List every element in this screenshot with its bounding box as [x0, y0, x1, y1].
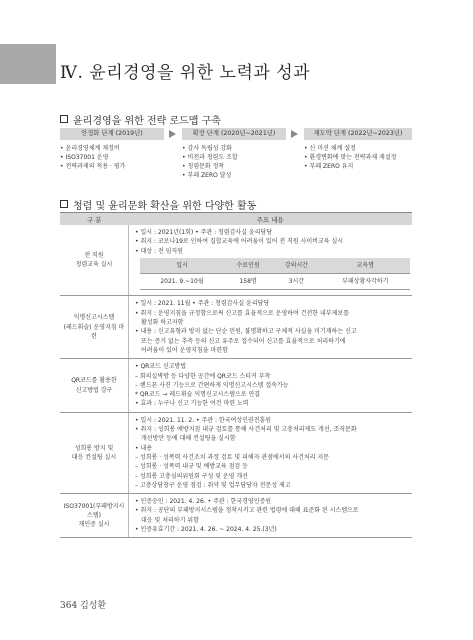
column-header: 주요 내용: [129, 213, 413, 226]
row-label-line: ISO37001(부패방지시스템): [63, 502, 125, 520]
row-label-line: (레드휘슬) 운영지침 마련: [63, 323, 125, 341]
content-line: – 성희롱 · 성폭력 사건조치 과정 검토 및 피해자 관점에서의 사건처리 지문: [135, 453, 329, 461]
roadmap-item: • ISO37001 운영: [60, 153, 164, 162]
subtable-header-cell: 수료인원: [224, 258, 272, 274]
subtable-row: [140, 274, 410, 290]
content-line: • 취지 : 운영지침을 규정함으로써 신고를 효율적으로 운영하여 건전한 내부제보를: [135, 309, 349, 317]
table-row: [60, 359, 412, 412]
subtable-cell: 158명: [224, 274, 272, 290]
content-line: • QR코드 신고방법: [135, 363, 187, 371]
content-line: – 성희롱 · 성폭력 내규 및 예방교육 점검 등: [135, 463, 248, 471]
roadmap-item: • 부패 ZERO 유지: [304, 162, 412, 171]
row-content: [129, 296, 413, 359]
roadmap-item: • 신 미션 체계 설정: [304, 144, 412, 153]
chapter-title: Ⅳ. 윤리경영을 위한 노력과 성과: [60, 63, 311, 83]
roadmap-stage-header: 안정화 단계 (2019년): [60, 128, 164, 140]
subtable-header-row: [140, 258, 410, 274]
section-title-roadmap: [60, 112, 221, 127]
roadmap-item: • 전략과제의 적용 · 평가: [60, 162, 164, 171]
row-label: [60, 359, 129, 412]
subtable-cell: 부패상황자각하기: [321, 274, 410, 290]
page-footer: 364 김성환: [60, 601, 107, 611]
content-line: * QR코드 → 레드휘슬 익명신고시스템으로 연결: [135, 391, 260, 399]
content-line: • 효과 : 누구나 신고 기능한 여건 마련 노력: [135, 400, 249, 408]
activities-table: [60, 212, 412, 538]
table-header-row: [60, 213, 412, 226]
square-bullet-icon: [60, 200, 68, 208]
content-line: • 대상 : 전 임직원: [135, 247, 183, 255]
roadmap-stage-header: 확장 단계 (2020년~2021년): [182, 128, 286, 140]
roadmap-item: • 부패 ZERO 달성: [182, 171, 286, 180]
roadmap-item: • 감사 독립성 강화: [182, 144, 286, 153]
training-summary-table: [140, 258, 410, 291]
roadmap-stage: [60, 128, 164, 171]
content-line: • 일시 : 2021. 11월 • 주관 : 청렴감사실 윤리담당: [135, 300, 270, 308]
roadmap-stage-header: 재도약 단계 (2022년~2023년): [304, 128, 412, 140]
table-row: [60, 494, 412, 538]
roadmap: [60, 128, 412, 184]
row-content: [129, 359, 413, 412]
content-line: • 인증유효기간 : 2021. 4. 26. ~ 2024. 4. 25.(3년): [135, 526, 277, 534]
subtable-header-cell: 교육명: [321, 258, 410, 274]
arrow-right-icon: [291, 130, 298, 138]
content-line: – 핸드폰 사진 기능으로 간편하게 익명신고시스템 접속가능: [135, 381, 289, 389]
roadmap-item: • 비전과 청렴도 조합: [182, 153, 286, 162]
roadmap-item: • 환경변화에 맞는 전략과제 재설정: [304, 153, 412, 162]
row-content: [129, 494, 413, 538]
content-line: 활성화 하고자함: [141, 319, 184, 327]
row-content: [129, 225, 413, 296]
content-line: • 일시 : 2021년(1회) • 주관 : 청렴감사실 윤리담당: [135, 229, 273, 236]
content-line: 대응 및 처리하기 위함: [141, 516, 199, 524]
table-row: [60, 296, 412, 359]
roadmap-item: • 청렴문화 정착: [182, 162, 286, 171]
row-label: [60, 296, 129, 359]
content-line: • 취지 : 코로나19로 인하여 집합교육에 어려움이 있어 전 직원 사이버교육 실시: [135, 238, 344, 246]
chapter-marker-bar: [0, 44, 56, 84]
content-line: • 내용: [135, 444, 153, 452]
content-line: – 고충상담창구 운영 점검 : 취약 및 업무담당자 전문성 제고: [135, 481, 291, 489]
content-line: • 취지 : 성희롱 예방지침 내규 검토를 통해 사건처리 및 고충처리제도 개선, 조직문화: [135, 426, 357, 434]
content-line: • 인증승인 : 2021. 4. 26. • 주관 : 한국경영인증원: [135, 498, 272, 506]
row-label-line: 신고방법 강구: [75, 386, 113, 394]
table-row: [60, 225, 412, 296]
row-label-line: 익명신고시스템: [73, 314, 115, 322]
row-label-line: QR코드를 활용한: [71, 377, 117, 385]
row-label: [60, 225, 129, 296]
section-title-text: 청렴 및 윤리문화 확산을 위한 다양한 활동: [73, 201, 257, 212]
subtable-header-cell: 강의시간: [272, 258, 320, 274]
column-header: 구 분: [60, 213, 129, 226]
content-line: 또는 증거 없는 추측 등의 신고 유주로 접수되어 신고를 효율적으로 처리하기에: [141, 337, 346, 345]
content-line: – 성희롱 고충심의위원회 구성 및 운영 개선: [135, 472, 248, 480]
section-title-text: 윤리경영을 위한 전략 로드맵 구축: [73, 116, 221, 127]
arrow-right-icon: [169, 130, 176, 138]
square-bullet-icon: [60, 115, 68, 123]
roadmap-item: • 윤리경영체계 재정비: [60, 144, 164, 153]
content-line: • 일시 : 2021. 11. 2. • 주관 : 한국여성인권진흥원: [135, 416, 272, 424]
row-label-line: 재인증 실시: [78, 521, 110, 529]
content-line: 개선방안 등에 대해 컨설팅을 실시함: [141, 435, 236, 443]
row-label-line: 청렴교육 실시: [75, 261, 113, 269]
row-label: [60, 494, 129, 538]
row-label: [60, 412, 129, 493]
table-row: [60, 412, 412, 493]
row-label-line: 대응 컨설팅 실시: [71, 453, 117, 461]
row-label-line: 전 직원: [84, 251, 104, 259]
subtable-cell: 3시간: [272, 274, 320, 290]
content-line: – 회의실벽방 등 다양한 공간에 QR코드 스티커 부착: [135, 372, 271, 380]
section-title-activities: [60, 197, 256, 212]
content-line: • 취지 : 공단의 부패방지시스템을 정착시키고 관련 법령에 대해 표준화 된 시스템으로: [135, 507, 359, 515]
content-line: 어려움이 있어 운영지침을 마련함: [141, 346, 228, 354]
content-line: • 내용 : 신고유형과 방지 없는 단순 민원, 불명확하고 구체적 사실을 미기재하는 신고: [135, 328, 357, 336]
subtable-header-cell: 일시: [140, 258, 224, 274]
subtable-cell: 2021. 9.~10월: [140, 274, 224, 290]
row-content: [129, 412, 413, 493]
roadmap-stage: [304, 128, 412, 171]
roadmap-stage: [182, 128, 286, 180]
row-label-line: 성희롱 방지 및: [74, 444, 114, 452]
